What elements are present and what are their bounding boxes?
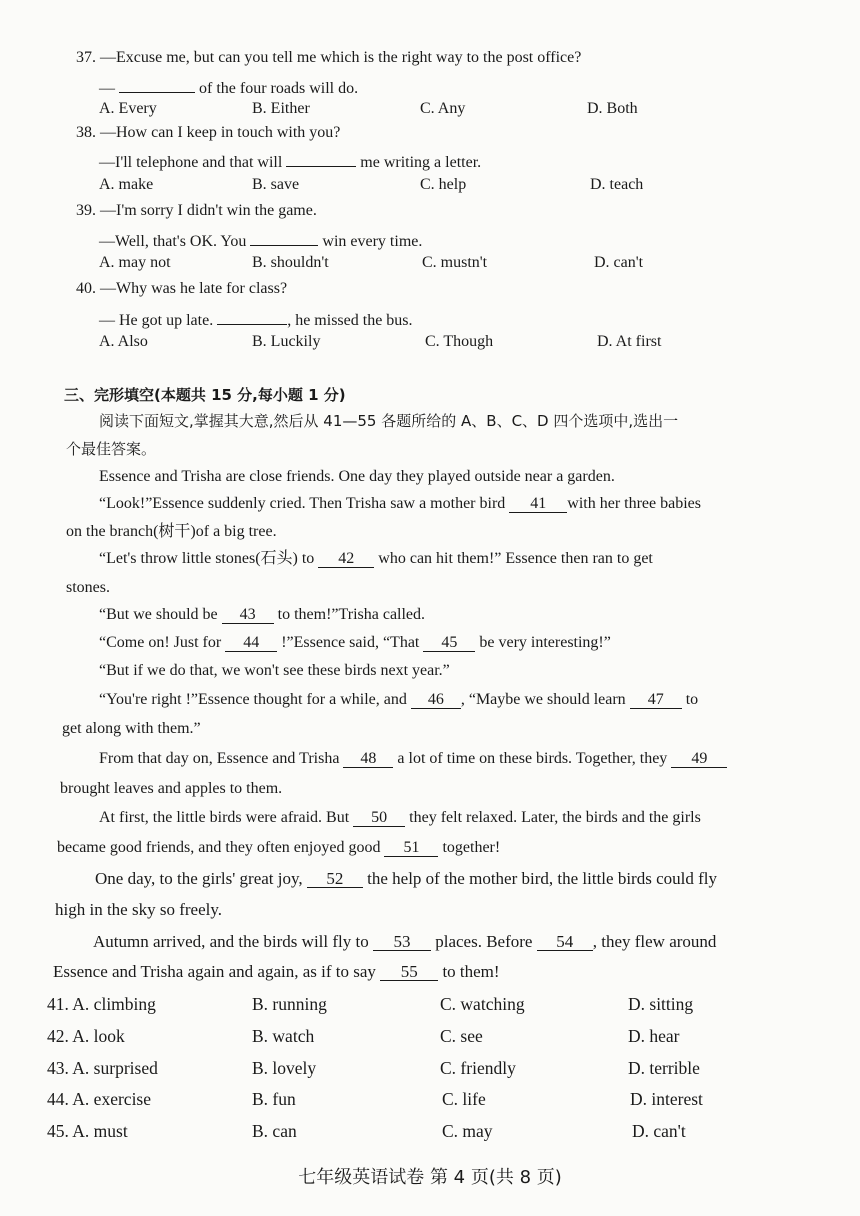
option-b: B. running	[252, 994, 327, 1014]
cloze-blank-54: 54	[537, 932, 593, 951]
option-d: D. At first	[597, 333, 662, 350]
cloze-blank-47: 47	[630, 690, 682, 709]
question-response-end: win every time.	[322, 233, 423, 250]
question-response-start: — He got up late.	[99, 312, 214, 329]
option-a: A. may not	[99, 254, 171, 271]
question-prompt: —Why was he late for class?	[100, 280, 288, 297]
option-d: D. hear	[628, 1026, 680, 1046]
cloze-blank-50: 50	[353, 808, 405, 827]
option-a: A. surprised	[72, 1058, 158, 1078]
passage-line: “You're right !”Essence thought for a while, and 46 , “Maybe we should learn 47 to	[99, 691, 699, 708]
option-c: C. mustn't	[422, 254, 488, 271]
option-d: D. can't	[632, 1121, 686, 1141]
option-a: A. exercise	[72, 1089, 152, 1109]
page-footer: 七年级英语试卷 第 4 页(共 8 页)	[298, 1167, 562, 1188]
option-b: B. Luckily	[252, 333, 321, 350]
option-a: A. make	[99, 176, 154, 193]
option-a: A. look	[72, 1026, 125, 1046]
passage-line: stones.	[66, 579, 110, 596]
question-response-start: —Well, that's OK. You	[99, 233, 247, 250]
option-b: B. save	[252, 176, 300, 193]
cloze-blank-43: 43	[222, 605, 274, 624]
passage-line: high in the sky so freely.	[55, 900, 222, 919]
option-c: C. see	[440, 1026, 483, 1046]
question-number: 38.	[76, 124, 96, 141]
option-b: B. watch	[252, 1026, 315, 1046]
cloze-blank-49: 49	[671, 749, 727, 768]
section-instruction-cont: 个最佳答案。	[66, 440, 157, 458]
choice-number: 42.	[47, 1026, 69, 1046]
question-prompt: —I'm sorry I didn't win the game.	[100, 202, 317, 219]
option-b: B. can	[252, 1121, 297, 1141]
passage-line: At first, the little birds were afraid. But 50 they felt relaxed. Later, the birds and the girls	[99, 809, 701, 826]
option-d: D. can't	[594, 254, 644, 271]
cloze-blank-46: 46	[411, 690, 461, 709]
passage-line: “But if we do that, we won't see these birds next year.”	[99, 662, 450, 679]
passage-line: “Look!”Essence suddenly cried. Then Trisha saw a mother bird 41 with her three babies	[99, 495, 702, 512]
answer-blank	[286, 148, 356, 167]
section-instruction: 阅读下面短文,掌握其大意,然后从 41—55 各题所给的 A、B、C、D 四个选项中,选出一	[99, 412, 679, 430]
option-c: C. watching	[440, 994, 525, 1014]
section-heading: 三、完形填空(本题共 15 分,每小题 1 分)	[64, 386, 346, 404]
cloze-blank-44: 44	[225, 633, 277, 652]
choice-number: 43.	[47, 1058, 69, 1078]
cloze-blank-53: 53	[373, 932, 431, 951]
passage-line: Essence and Trisha are close friends. One day they played outside near a garden.	[99, 468, 615, 485]
question-response-end: of the four roads will do.	[199, 80, 359, 97]
cloze-blank-41: 41	[509, 494, 567, 513]
option-b: B. shouldn't	[252, 254, 329, 271]
choice-number: 45.	[47, 1121, 69, 1141]
passage-line: One day, to the girls' great joy, 52 the help of the mother bird, the little birds could fly	[95, 869, 717, 888]
choice-number: 41.	[47, 994, 69, 1014]
option-d: D. terrible	[628, 1058, 700, 1078]
question-prompt: —How can I keep in touch with you?	[100, 124, 341, 141]
answer-blank	[217, 306, 287, 325]
question-number: 40.	[76, 280, 96, 297]
question-response-start: —	[99, 80, 115, 97]
option-b: B. Either	[252, 100, 310, 117]
cloze-blank-55: 55	[380, 962, 438, 981]
cloze-blank-52: 52	[307, 869, 363, 888]
option-d: D. teach	[590, 176, 644, 193]
option-a: A. climbing	[72, 994, 156, 1014]
option-a: A. Every	[99, 100, 157, 117]
question-response-end: me writing a letter.	[360, 154, 482, 171]
choice-number: 44.	[47, 1089, 69, 1109]
question-number: 37.	[76, 49, 96, 66]
option-d: D. interest	[630, 1089, 703, 1109]
option-c: C. help	[420, 176, 467, 193]
passage-line: on the branch(树干)of a big tree.	[66, 523, 277, 540]
passage-line: “Come on! Just for 44 !”Essence said, “That 45 be very interesting!”	[99, 634, 611, 651]
option-c: C. Though	[425, 333, 494, 350]
answer-blank	[250, 227, 318, 246]
passage-line: brought leaves and apples to them.	[60, 780, 283, 797]
option-c: C. friendly	[440, 1058, 516, 1078]
passage-line: “Let's throw little stones(石头) to 42 who can hit them!” Essence then ran to get	[99, 550, 653, 567]
cloze-blank-42: 42	[318, 549, 374, 568]
passage-line: Autumn arrived, and the birds will fly to 53 places. Before 54 , they flew around	[93, 932, 717, 951]
passage-line: get along with them.”	[62, 720, 201, 737]
passage-line: became good friends, and they often enjoyed good 51 together!	[57, 839, 501, 856]
cloze-blank-48: 48	[343, 749, 393, 768]
passage-line: “But we should be 43 to them!”Trisha called.	[99, 606, 426, 623]
option-c: C. Any	[420, 100, 466, 117]
question-prompt: —Excuse me, but can you tell me which is the right way to the post office?	[100, 49, 582, 66]
passage-line: From that day on, Essence and Trisha 48 a lot of time on these birds. Together, they 49	[99, 749, 727, 769]
option-d: D. sitting	[628, 994, 694, 1014]
option-c: C. life	[442, 1089, 486, 1109]
question-response-start: —I'll telephone and that will	[99, 154, 283, 171]
option-b: B. lovely	[252, 1058, 317, 1078]
option-a: A. Also	[99, 333, 148, 350]
cloze-blank-51: 51	[384, 838, 438, 857]
option-c: C. may	[442, 1121, 493, 1141]
question-number: 39.	[76, 202, 96, 219]
option-b: B. fun	[252, 1089, 296, 1109]
question-response-end: , he missed the bus.	[287, 312, 413, 329]
answer-blank	[119, 74, 195, 93]
option-d: D. Both	[587, 100, 638, 117]
passage-line: Essence and Trisha again and again, as if to say 55 to them!	[53, 962, 500, 981]
cloze-blank-45: 45	[423, 633, 475, 652]
option-a: A. must	[72, 1121, 128, 1141]
